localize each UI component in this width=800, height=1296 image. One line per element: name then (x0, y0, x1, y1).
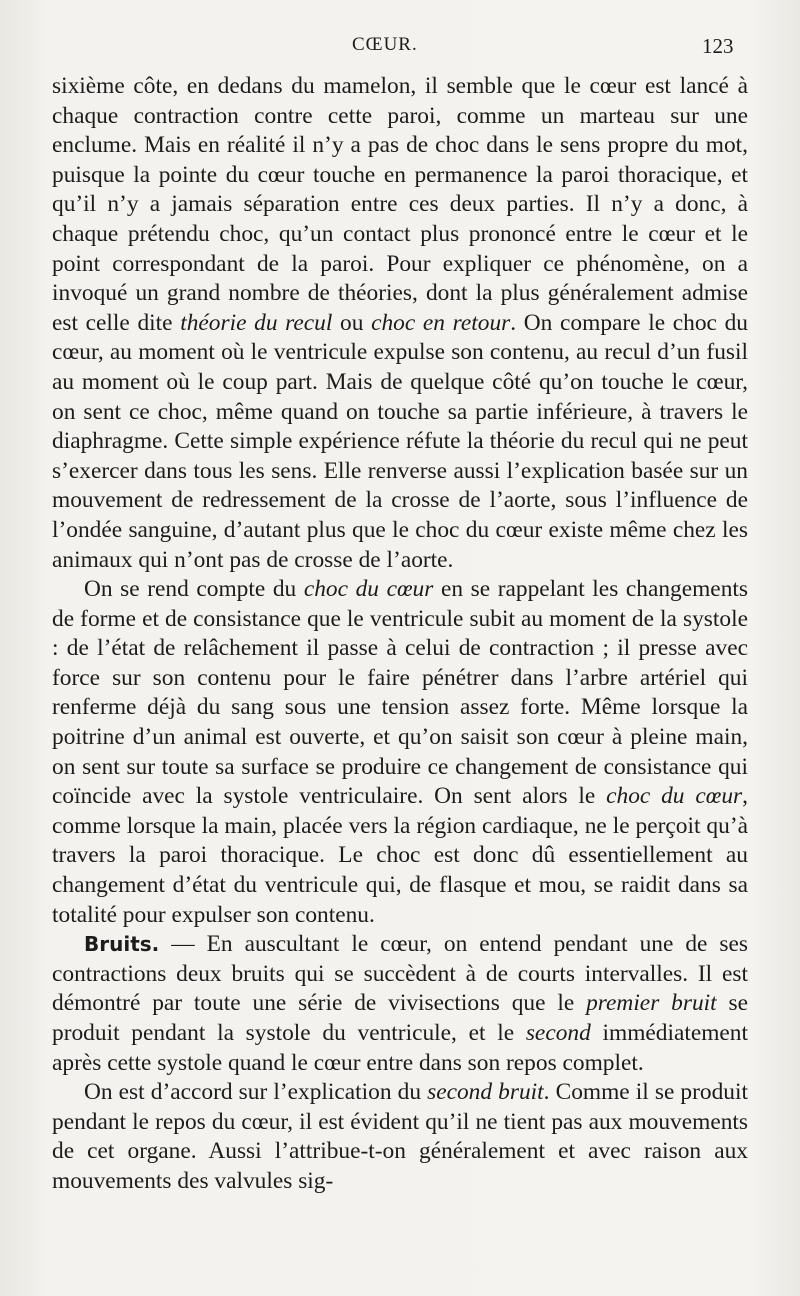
italic-term: second bruit (427, 1079, 544, 1106)
text-run: — En auscultant le cœur, on entend pendant une de ses contractions deux bruits qui se succèdent à de courts intervalles. Il est démontré par toute une série de vivisections que le (52, 931, 748, 1017)
text-run: immédiatement après cette systole quand le cœur entre dans son repos complet. (52, 1020, 749, 1076)
italic-term: choc du cœur (606, 783, 743, 810)
body-text (52, 72, 748, 1197)
paragraph-4 (52, 1078, 748, 1196)
paragraph-1 (52, 72, 748, 575)
text-run: On est d’accord sur l’explication du (84, 1079, 428, 1106)
text-run: se produit pendant la systole du ventricule, et le (52, 990, 748, 1046)
italic-term: théorie du recul (180, 309, 333, 336)
text-run: , comme lorsque la main, placée vers la région cardiaque, ne le perçoit qu’à travers la paroi thoracique. Le choc est donc dû essentiellement au changement d’état du ventricule qui, de flasque et mou, se raidit dans sa totalité pour expulser son contenu. (52, 783, 748, 928)
italic-term: premier bruit (586, 990, 717, 1017)
page-header (0, 28, 800, 68)
running-title: CŒUR. (352, 34, 418, 55)
italic-term: choc en retour (371, 309, 511, 336)
italic-term: second (525, 1020, 591, 1046)
text-run: sixième côte, en dedans du mamelon, il semble que le cœur est lancé à chaque contraction contre cette paroi, comme un marteau sur une enclume. Mais en réalité il n’y a pas de choc dans le sens propre du mot, puisque la pointe du cœur touche en permanence la paroi thoracique, et qu’il n’y a jamais séparation entre ces deux parties. Il n’y a donc, à chaque prétendu choc, qu’un contact plus prononcé entre le cœur et le point correspondant de la paroi. Pour expliquer ce phénomène, on a invoqué un grand nombre de théories, dont la plus généralement admise est celle dite (52, 73, 748, 336)
text-run: On se rend compte du (84, 576, 304, 603)
text-run: en se rappelant les changements de forme et de consistance que le ventricule subit au moment de la systole : de l’état de relâchement il passe à celui de contraction ; il presse avec force sur son contenu pour le faire pénétrer dans l’arbre artériel qui renferme déjà du sang sous une tension assez forte. Même lorsque la poitrine d’un animal est ouverte, et qu’on saisit son cœur à pleine main, on sent sur toute sa surface se produire ce changement de consistance qui coïncide avec la systole ventriculaire. On sent alors le (52, 576, 748, 810)
paragraph-2 (52, 575, 748, 930)
page-number: 123 (702, 34, 734, 58)
italic-term: choc du cœur (303, 576, 434, 603)
text-run: ou (332, 309, 372, 336)
text-run: . Comme il se produit pendant le repos du cœur, il est évident qu’il ne tient pas aux mouvements de cet organe. Aussi l’attribue-t-on généralement et avec raison aux mouvements des valvules sig- (52, 1079, 749, 1194)
text-run: . On compare le choc du cœur, au moment où le ventricule expulse son contenu, au recul d’un fusil au moment où le coup part. Mais de quelque côté qu’on touche le cœur, on sent ce choc, même quand on touche sa partie inférieure, à travers le diaphragme. Cette simple expérience réfute la théorie du recul qui ne peut s’exercer dans tous les sens. Elle renverse aussi l’explication basée sur un mouvement de redressement de la crosse de l’aorte, sous l’influence de l’ondée sanguine, d’autant plus que le choc du cœur existe même chez les animaux qui n’ont pas de crosse de l’aorte. (52, 309, 748, 573)
paragraph-3 (52, 930, 748, 1078)
section-label: Bruits. (84, 932, 160, 957)
